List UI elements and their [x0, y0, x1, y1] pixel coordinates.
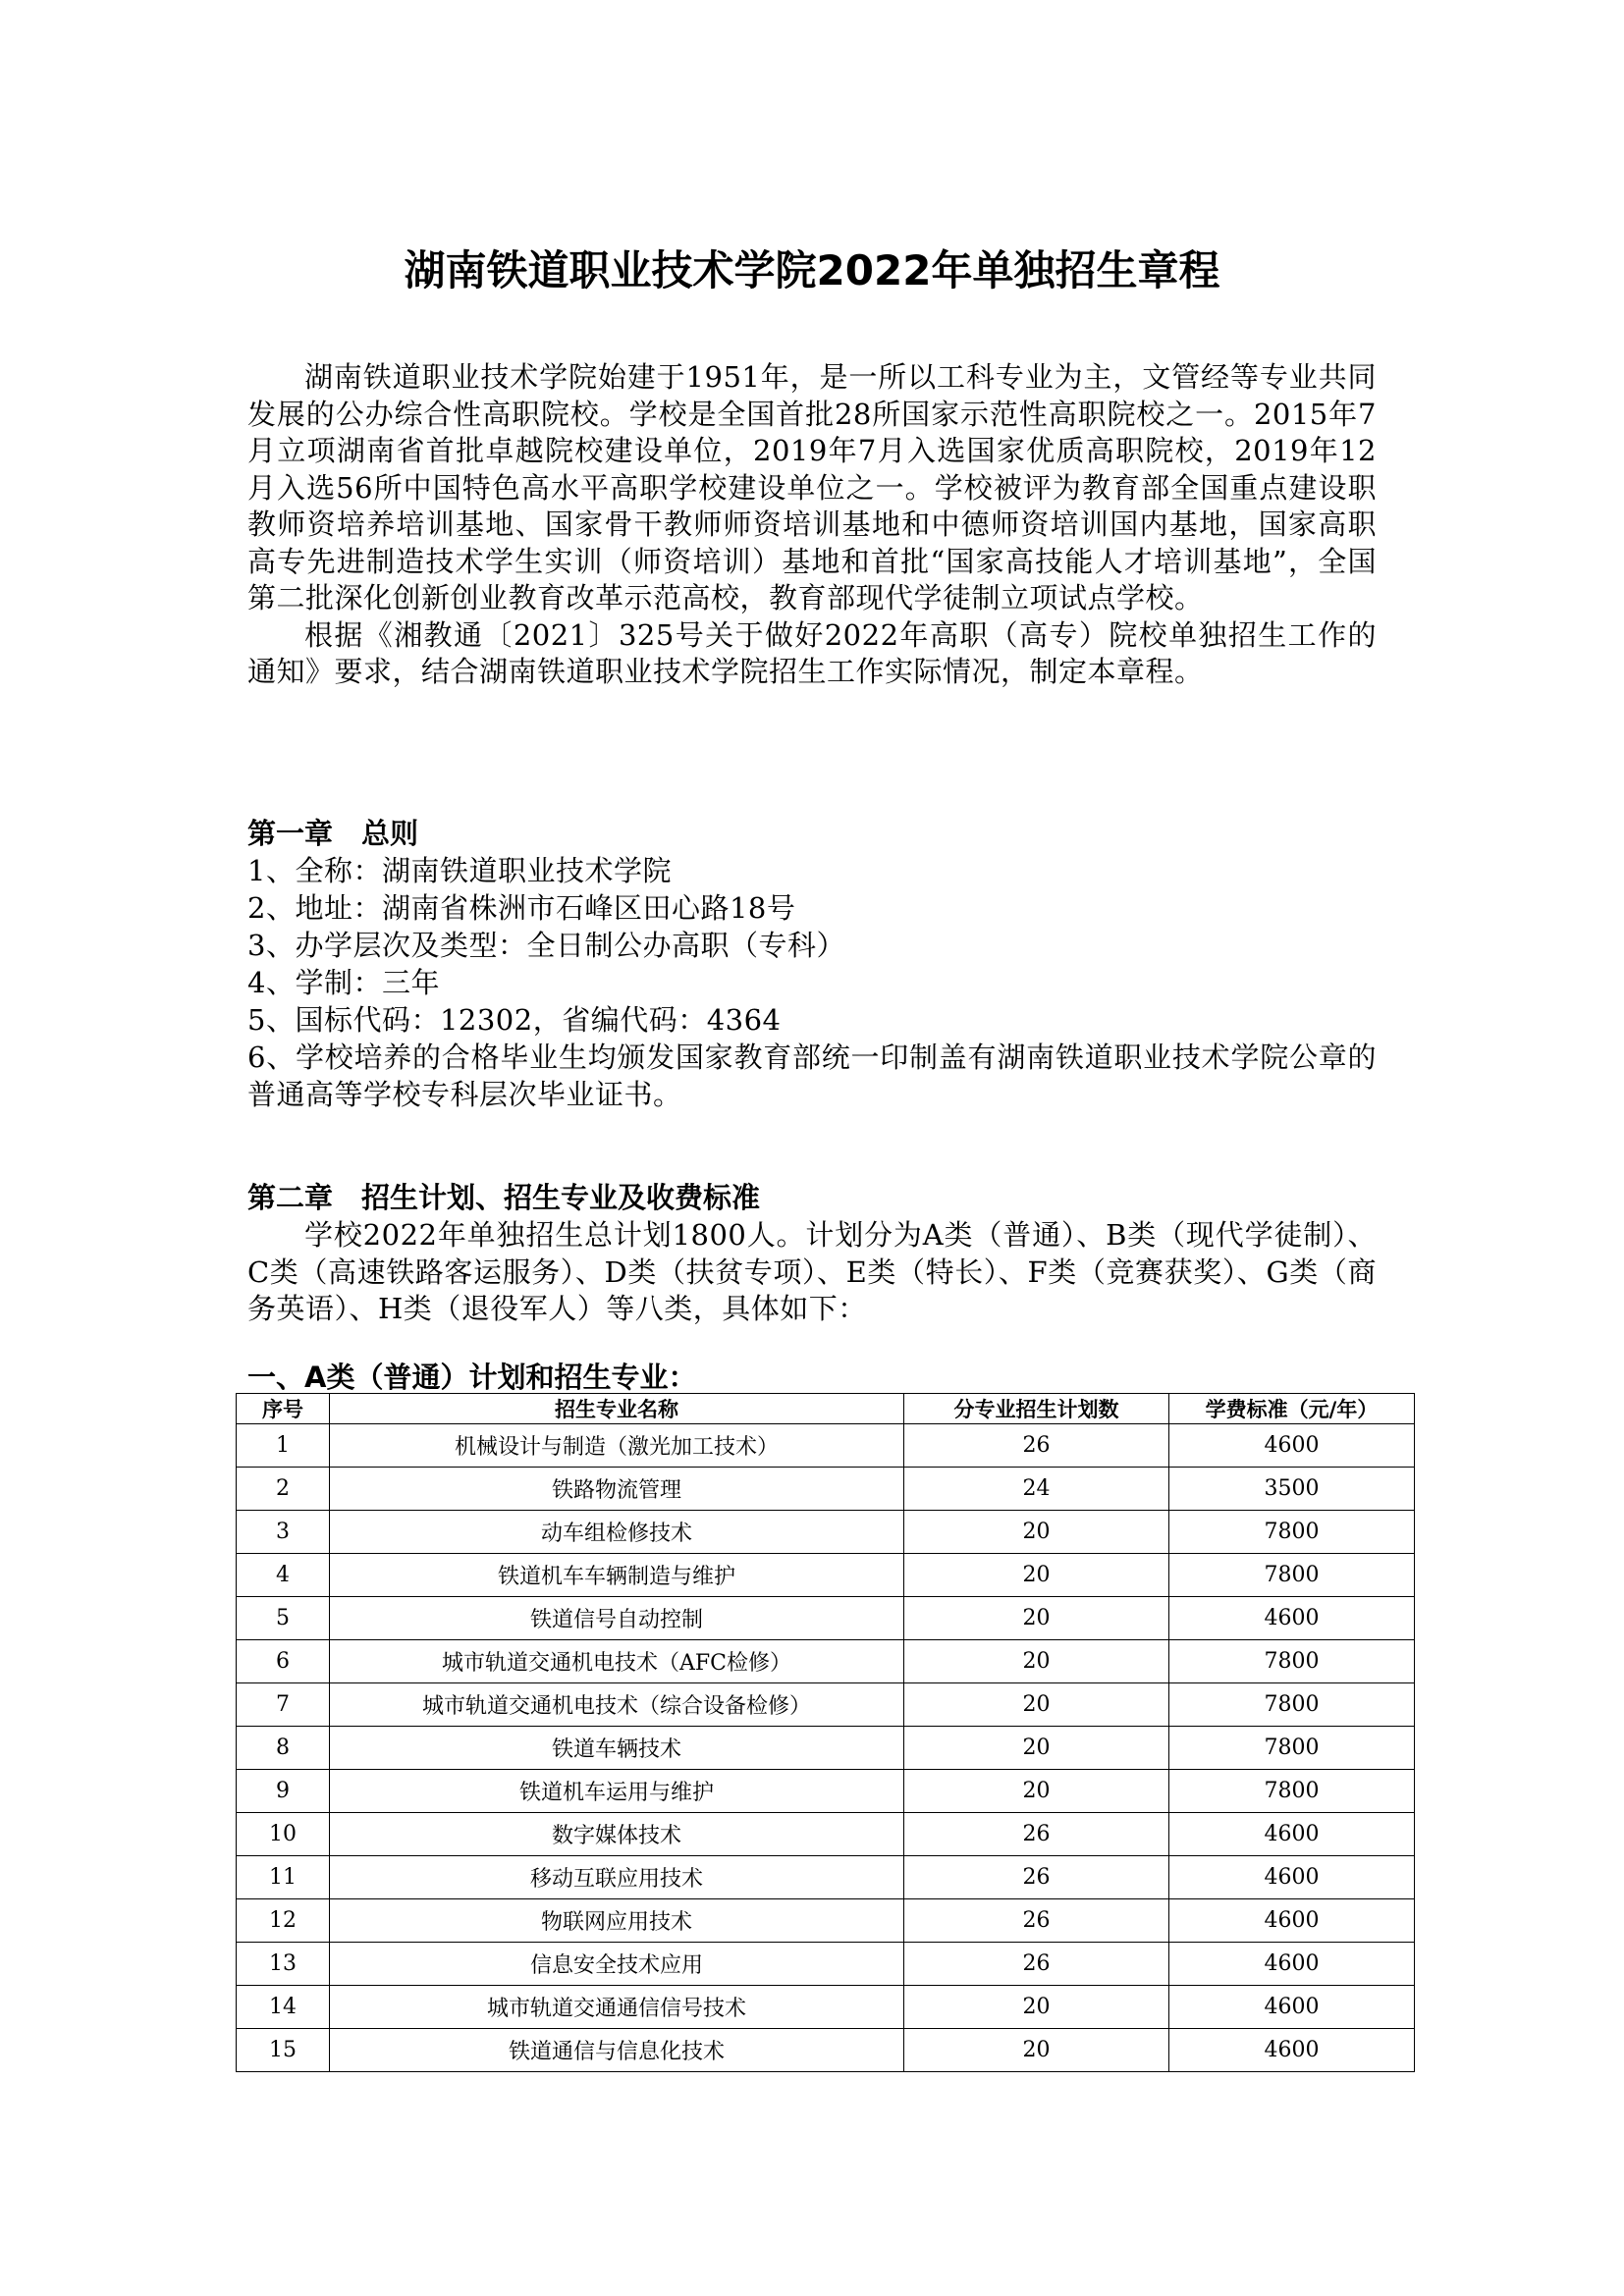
cell-tuition: 7800 — [1169, 1511, 1415, 1554]
document-title: 湖南铁道职业技术学院2022年单独招生章程 — [404, 246, 1220, 294]
chapter-1-item-codes: 5、国标代码：12302，省编代码：4364 — [247, 1003, 782, 1037]
table-row — [237, 1727, 1415, 1770]
cell-serial: 1 — [237, 1424, 330, 1468]
cell-tuition: 4600 — [1169, 1813, 1415, 1856]
cell-plan-count: 20 — [904, 1597, 1169, 1640]
cell-tuition: 4600 — [1169, 1856, 1415, 1899]
cell-major-name: 铁道信号自动控制 — [330, 1597, 904, 1640]
table-row — [237, 1640, 1415, 1683]
cell-major-name: 铁路物流管理 — [330, 1468, 904, 1511]
table-row — [237, 1986, 1415, 2029]
table-row — [237, 1943, 1415, 1986]
cell-tuition: 7800 — [1169, 1683, 1415, 1727]
header-serial: 序号 — [237, 1394, 330, 1424]
cell-serial: 7 — [237, 1683, 330, 1727]
table-header-row — [237, 1394, 1415, 1424]
cell-major-name: 城市轨道交通通信信号技术 — [330, 1986, 904, 2029]
cell-tuition: 4600 — [1169, 1899, 1415, 1943]
cell-plan-count: 20 — [904, 1683, 1169, 1727]
table-row — [237, 2029, 1415, 2072]
chapter-2-heading: 第二章 招生计划、招生专业及收费标准 — [247, 1181, 761, 1214]
cell-major-name: 动车组检修技术 — [330, 1511, 904, 1554]
chapter-2-paragraph: 学校2022年单独招生总计划1800人。计划分为A类（普通）、B类（现代学徒制）、C类（高速铁路客运服务）、D类（扶贫专项）、E类（特长）、F类（竞赛获奖）、G类（商务英语）、H类（退役军人）等八类，具体如下： — [247, 1218, 1377, 1325]
chapter-2-section — [247, 1217, 1377, 1328]
cell-plan-count: 26 — [904, 1813, 1169, 1856]
table-row — [237, 1511, 1415, 1554]
intro-section — [247, 359, 1377, 691]
cell-plan-count: 20 — [904, 1986, 1169, 2029]
cell-major-name: 铁道机车运用与维护 — [330, 1770, 904, 1813]
cell-plan-count: 26 — [904, 1424, 1169, 1468]
cell-major-name: 物联网应用技术 — [330, 1899, 904, 1943]
cell-serial: 9 — [237, 1770, 330, 1813]
cell-serial: 4 — [237, 1554, 330, 1597]
cell-tuition: 4600 — [1169, 1424, 1415, 1468]
cell-major-name: 铁道通信与信息化技术 — [330, 2029, 904, 2072]
cell-tuition: 4600 — [1169, 1597, 1415, 1640]
cell-serial: 15 — [237, 2029, 330, 2072]
cell-serial: 12 — [237, 1899, 330, 1943]
table-row — [237, 1899, 1415, 1943]
cell-plan-count: 20 — [904, 1727, 1169, 1770]
table-row — [237, 1856, 1415, 1899]
cell-tuition: 4600 — [1169, 1986, 1415, 2029]
cell-serial: 6 — [237, 1640, 330, 1683]
chapter-1-heading: 第一章 总则 — [247, 817, 419, 850]
cell-plan-count: 20 — [904, 2029, 1169, 2072]
cell-plan-count: 20 — [904, 1640, 1169, 1683]
cell-plan-count: 26 — [904, 1856, 1169, 1899]
cell-plan-count: 26 — [904, 1899, 1169, 1943]
cell-serial: 11 — [237, 1856, 330, 1899]
table-row — [237, 1683, 1415, 1727]
cell-major-name: 信息安全技术应用 — [330, 1943, 904, 1986]
cell-tuition: 7800 — [1169, 1770, 1415, 1813]
header-plan-count: 分专业招生计划数 — [904, 1394, 1169, 1424]
cell-major-name: 城市轨道交通机电技术（AFC检修） — [330, 1640, 904, 1683]
cell-tuition: 7800 — [1169, 1640, 1415, 1683]
cell-plan-count: 20 — [904, 1554, 1169, 1597]
cell-plan-count: 24 — [904, 1468, 1169, 1511]
table-row — [237, 1468, 1415, 1511]
chapter-1-item-duration: 4、学制：三年 — [247, 966, 440, 999]
cell-serial: 10 — [237, 1813, 330, 1856]
cell-serial: 8 — [237, 1727, 330, 1770]
cell-major-name: 数字媒体技术 — [330, 1813, 904, 1856]
section-a-heading: 一、A类（普通）计划和招生专业： — [247, 1361, 697, 1394]
cell-plan-count: 20 — [904, 1770, 1169, 1813]
enrollment-plan-table — [236, 1393, 1415, 2072]
cell-major-name: 城市轨道交通机电技术（综合设备检修） — [330, 1683, 904, 1727]
table-row — [237, 1770, 1415, 1813]
cell-plan-count: 26 — [904, 1943, 1169, 1986]
chapter-1-item-full-name: 1、全称：湖南铁道职业技术学院 — [247, 854, 672, 887]
cell-tuition: 4600 — [1169, 1943, 1415, 1986]
cell-serial: 14 — [237, 1986, 330, 2029]
cell-tuition: 7800 — [1169, 1727, 1415, 1770]
chapter-1-items — [247, 852, 1377, 1113]
table-body — [237, 1424, 1415, 2072]
cell-serial: 13 — [237, 1943, 330, 1986]
table-row — [237, 1554, 1415, 1597]
chapter-1-item-level: 3、办学层次及类型：全日制公办高职（专科） — [247, 929, 845, 962]
header-major-name: 招生专业名称 — [330, 1394, 904, 1424]
table-row — [237, 1813, 1415, 1856]
cell-tuition: 3500 — [1169, 1468, 1415, 1511]
cell-serial: 3 — [237, 1511, 330, 1554]
cell-plan-count: 20 — [904, 1511, 1169, 1554]
chapter-1-item-certificate: 6、学校培养的合格毕业生均颁发国家教育部统一印制盖有湖南铁道职业技术学院公章的普通高等学校专科层次毕业证书。 — [247, 1041, 1377, 1111]
cell-major-name: 铁道机车车辆制造与维护 — [330, 1554, 904, 1597]
cell-major-name: 铁道车辆技术 — [330, 1727, 904, 1770]
intro-paragraph-2: 根据《湘教通〔2021〕325号关于做好2022年高职（高专）院校单独招生工作的通知》要求，结合湖南铁道职业技术学院招生工作实际情况，制定本章程。 — [247, 617, 1377, 688]
cell-serial: 2 — [237, 1468, 330, 1511]
table-row — [237, 1424, 1415, 1468]
cell-major-name: 机械设计与制造（激光加工技术） — [330, 1424, 904, 1468]
intro-paragraph-1: 湖南铁道职业技术学院始建于1951年，是一所以工科专业为主，文管经等专业共同发展的公办综合性高职院校。学校是全国首批28所国家示范性高职院校之一。2015年7月立项湖南省首批卓越院校建设单位，2019年7月入选国家优质高职院校，2019年12月入选56所中国特色高水平高职学校建设单位之一。学校被评为教育部全国重点建设职教师资培养培训基地、国家骨干教师师资培训基地和中德师资培训国内基地，国家高职高专先进制造技术学生实训（师资培训）基地和首批“国家高技能人才培训基地”，全国第二批深化创新创业教育改革示范高校，教育部现代学徒制立项试点学校。 — [247, 360, 1377, 614]
header-tuition: 学费标准（元/年） — [1169, 1394, 1415, 1424]
cell-major-name: 移动互联应用技术 — [330, 1856, 904, 1899]
cell-serial: 5 — [237, 1597, 330, 1640]
chapter-1-item-address: 2、地址：湖南省株洲市石峰区田心路18号 — [247, 891, 796, 925]
cell-tuition: 7800 — [1169, 1554, 1415, 1597]
cell-tuition: 4600 — [1169, 2029, 1415, 2072]
table-row — [237, 1597, 1415, 1640]
